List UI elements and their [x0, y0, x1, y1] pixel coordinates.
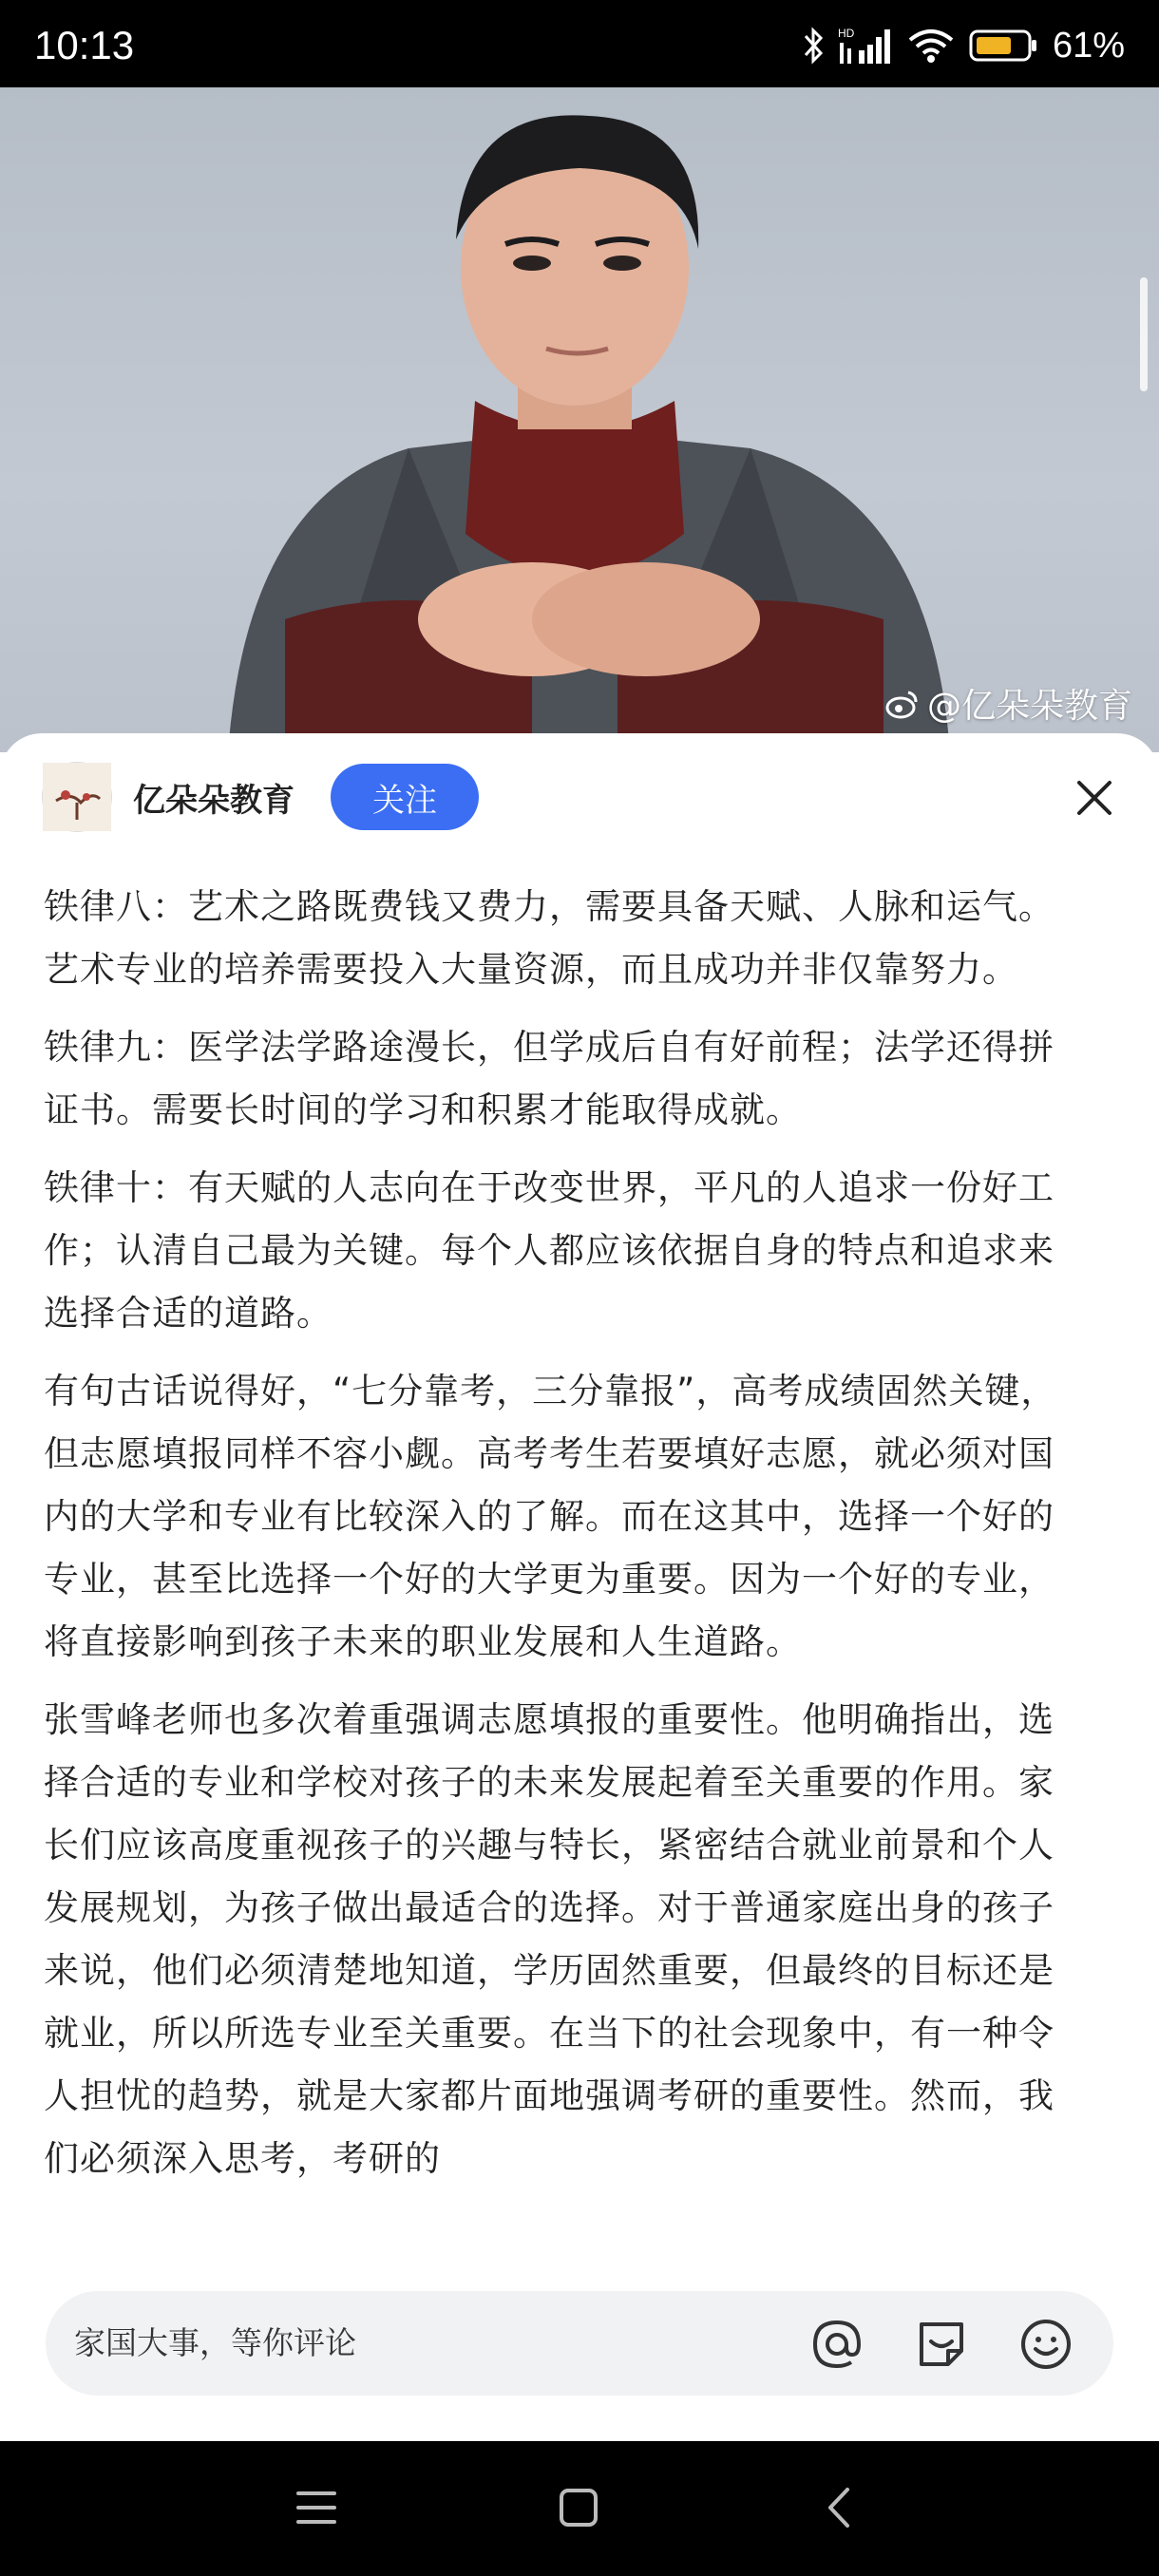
- battery-percent: 61%: [1052, 25, 1125, 66]
- article-paragraph: 张雪峰老师也多次着重强调志愿填报的重要性。他明确指出，选择合适的专业和学校对孩子的未来发展起着至关重要的作用。家长们应该高度重视孩子的兴趣与特长，紧密结合就业前景和个人发展规划，为孩子做出最适合的选择。对于普通家庭出身的孩子来说，他们必须清楚地知道，学历固然重要，但最终的目标还是就业，所以所选专业至关重要。在当下的社会现象中，有一种令人担忧的趋势，就是大家都片面地强调考研的重要性。然而，我们必须深入思考，考研的: [44, 1699, 1054, 2179]
- scrollbar-thumb[interactable]: [1140, 277, 1148, 391]
- avatar[interactable]: [42, 762, 112, 832]
- status-bar: [0, 0, 1159, 87]
- author-name[interactable]: 亿朵朵教育: [133, 781, 294, 820]
- back-icon[interactable]: [819, 2486, 863, 2529]
- article-sheet: [0, 733, 1159, 2441]
- system-nav-bar: [0, 2441, 1159, 2576]
- wifi-icon: [906, 27, 956, 65]
- status-icons: [802, 23, 1125, 68]
- follow-button[interactable]: 关注: [331, 764, 479, 830]
- network-badge: HD: [837, 27, 855, 40]
- menu-icon[interactable]: [294, 2486, 338, 2529]
- article-paragraph: 铁律九：医学法学路途漫长，但学成后自有好前程；法学还得拼证书。需要长时间的学习和积累才能取得成就。: [44, 1027, 1054, 1130]
- status-time: 10:13: [34, 23, 135, 67]
- emoji-icon[interactable]: [1018, 2317, 1074, 2372]
- article-body: [44, 876, 1089, 2179]
- battery-icon: [969, 28, 1039, 64]
- author-row: [42, 762, 479, 832]
- weibo-logo-icon: [885, 689, 920, 719]
- bluetooth-icon: [802, 27, 825, 65]
- watermark-text: @亿朵朵教育: [926, 687, 1132, 726]
- article-paragraph: 有句古话说得好，“七分靠考，三分靠报”，高考成绩固然关键，但志愿填报同样不容小觑。高考考生若要填好志愿，就必须对国内的大学和专业有比较深入的了解。而在这其中，选择一个好的专业，甚至比选择一个好的大学更为重要。因为一个好的专业，将直接影响到孩子未来的职业发展和人生道路。: [44, 1371, 1057, 1662]
- signal-icon: [838, 26, 893, 66]
- photo-watermark: [885, 679, 1132, 728]
- comment-input[interactable]: 家国大事，等你评论: [74, 2324, 356, 2361]
- article-photo[interactable]: [0, 87, 1159, 752]
- at-icon[interactable]: [809, 2317, 864, 2372]
- article-paragraph: 铁律十：有天赋的人志向在于改变世界，平凡的人追求一份好工作；认清自己最为关键。每个人都应该依据自身的特点和追求来选择合适的道路。: [44, 1167, 1054, 1334]
- close-icon[interactable]: [1072, 775, 1117, 821]
- sticker-icon[interactable]: [914, 2317, 969, 2372]
- avatar-image: [43, 763, 111, 831]
- comment-bar[interactable]: [46, 2291, 1113, 2396]
- article-paragraph: 铁律八：艺术之路既费钱又费力，需要具备天赋、人脉和运气。艺术专业的培养需要投入大量资源，而且成功并非仅靠努力。: [44, 886, 1054, 990]
- home-icon[interactable]: [557, 2486, 600, 2529]
- portrait-illustration: [0, 87, 1159, 752]
